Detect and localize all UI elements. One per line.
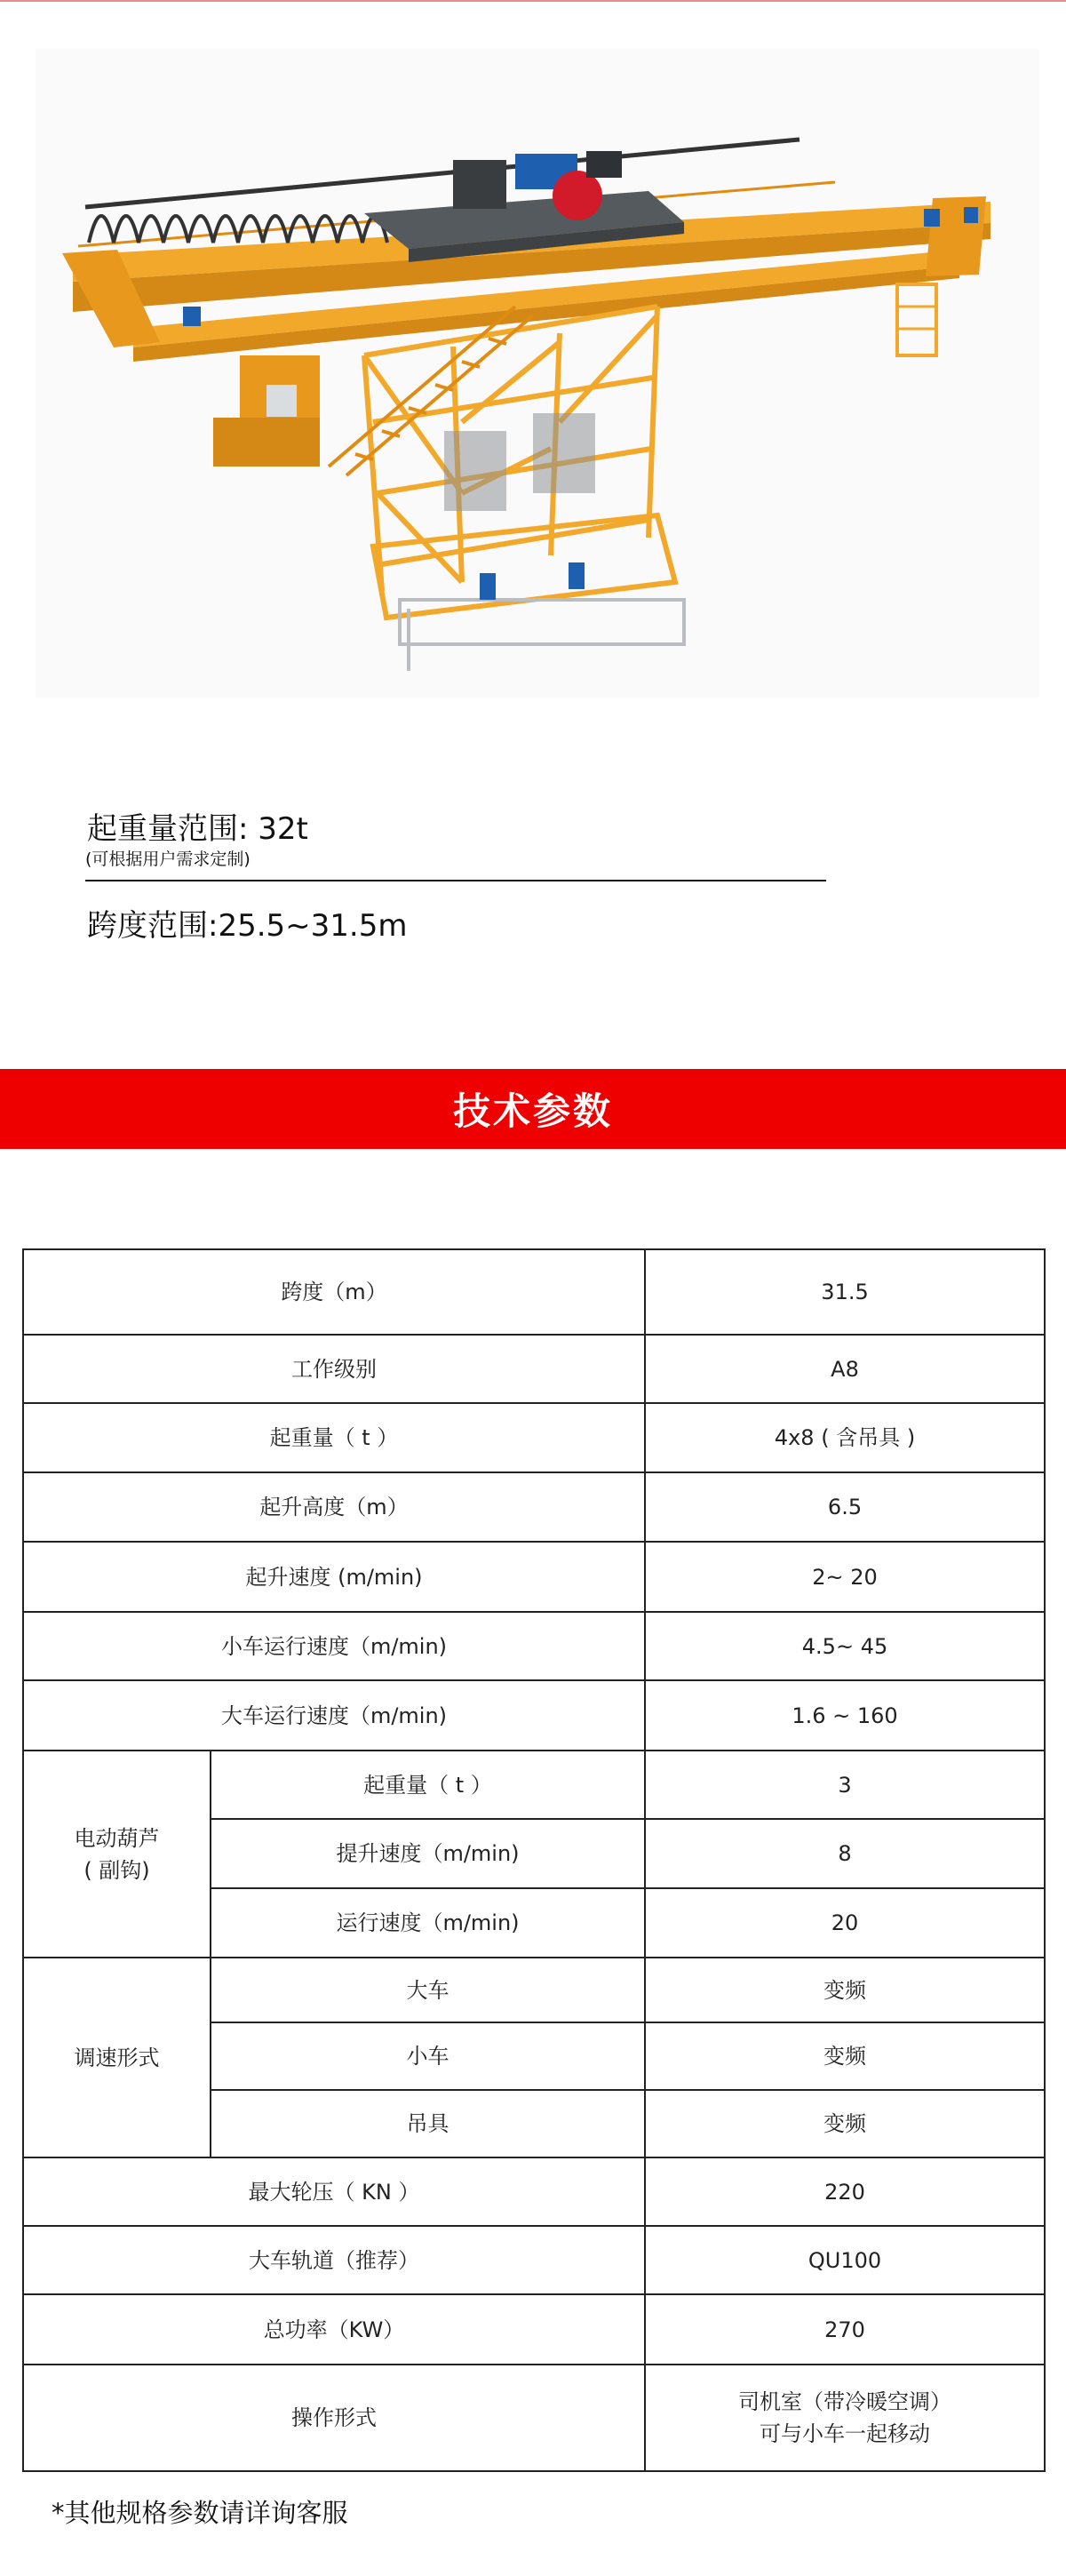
spec-value [645, 2365, 1045, 2471]
section-title: 技术参数 [452, 1089, 613, 1133]
spec-value: 4.5~ 45 [645, 1612, 1045, 1680]
spec-value: 8 [645, 1819, 1045, 1888]
table-row [23, 2365, 1045, 2471]
double-girder-overhead-crane-illustration [36, 49, 1039, 698]
spec-label: 起升速度 (m/min) [23, 1542, 645, 1612]
spec-value: 1.6 ~ 160 [645, 1680, 1045, 1751]
hoist-group-line1: 电动葫芦 [74, 1825, 160, 1851]
top-divider [0, 0, 1066, 2]
table-row [23, 1472, 1045, 1542]
table-row [23, 2157, 1045, 2226]
operation-value-line1: 司机室（带冷暖空调） [738, 2389, 952, 2414]
spec-label: 起重量（ t ） [23, 1403, 645, 1472]
spec-label: 操作形式 [23, 2365, 645, 2471]
spec-label: 提升速度（m/min) [211, 1819, 645, 1888]
table-row [23, 1612, 1045, 1680]
caption-divider [85, 880, 826, 881]
speed-control-group-label: 调速形式 [23, 1958, 211, 2157]
spec-value: 4x8 ( 含吊具 ) [645, 1403, 1045, 1472]
table-row [23, 2294, 1045, 2365]
spec-label: 小车运行速度（m/min) [23, 1612, 645, 1680]
spec-label: 大车 [211, 1958, 645, 2022]
spec-label: 最大轮压（ KN ） [23, 2157, 645, 2226]
spec-value: QU100 [645, 2226, 1045, 2294]
spec-label: 总功率（KW） [23, 2294, 645, 2365]
table-row [23, 1403, 1045, 1472]
spec-value: 220 [645, 2157, 1045, 2226]
operation-value-line2: 可与小车一起移动 [760, 2421, 931, 2446]
spec-label: 运行速度（m/min) [211, 1888, 645, 1958]
spec-value: 270 [645, 2294, 1045, 2365]
table-row [23, 1958, 1045, 2022]
table-row [23, 1751, 1045, 1819]
spec-value: 6.5 [645, 1472, 1045, 1542]
spec-value: A8 [645, 1335, 1045, 1403]
customization-note: (可根据用户需求定制) [85, 849, 251, 869]
section-banner [0, 1069, 1066, 1149]
spec-value: 变频 [645, 1958, 1045, 2022]
spec-label: 起升高度（m） [23, 1472, 645, 1542]
spec-value: 变频 [645, 2090, 1045, 2157]
table-row [23, 2226, 1045, 2294]
table-row [23, 1335, 1045, 1403]
spec-label: 大车运行速度（m/min) [23, 1680, 645, 1751]
spec-label: 工作级别 [23, 1335, 645, 1403]
spec-label: 吊具 [211, 2090, 645, 2157]
spec-label: 跨度（m） [23, 1249, 645, 1335]
spec-label: 起重量（ t ） [211, 1751, 645, 1819]
span-range-label: 跨度范围:25.5~31.5m [87, 908, 408, 944]
hoist-group-line2: ( 副钩) [84, 1857, 150, 1883]
capacity-range-label: 起重量范围: 32t [87, 811, 308, 847]
spec-value: 变频 [645, 2022, 1045, 2090]
spec-label: 小车 [211, 2022, 645, 2090]
spec-value: 3 [645, 1751, 1045, 1819]
table-row [23, 1542, 1045, 1612]
table-row [23, 1680, 1045, 1751]
table-row [23, 1249, 1045, 1335]
spec-table [22, 1248, 1046, 2472]
spec-label: 大车轨道（推荐） [23, 2226, 645, 2294]
footnote: *其他规格参数请详询客服 [52, 2498, 348, 2528]
hoist-group-label [23, 1751, 211, 1958]
spec-value: 31.5 [645, 1249, 1045, 1335]
crane-illustration [36, 49, 1039, 698]
spec-value: 20 [645, 1888, 1045, 1958]
spec-value: 2~ 20 [645, 1542, 1045, 1612]
